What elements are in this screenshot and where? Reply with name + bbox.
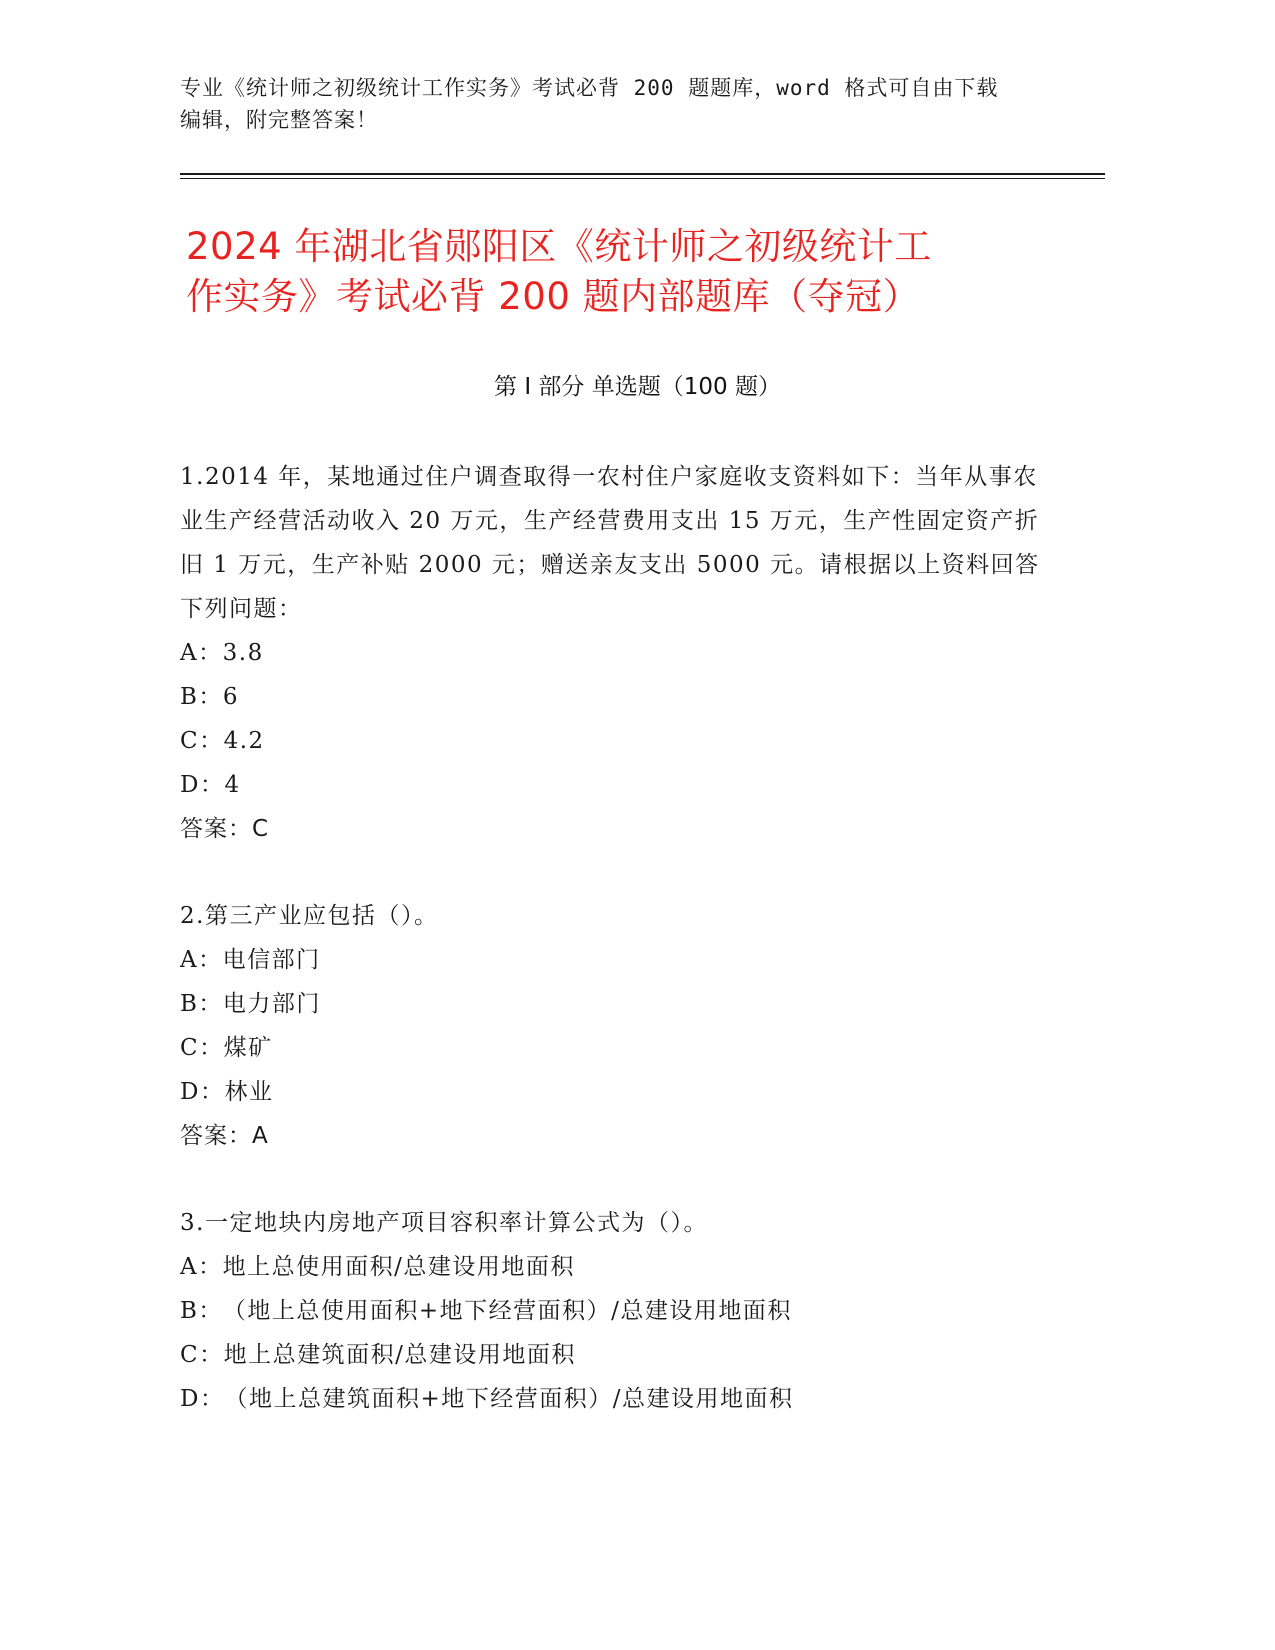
option-text: （地上总建筑面积+地下经营面积）/总建设用地面积 [224,1386,794,1412]
answer-line: 答案：C [180,816,270,842]
question-1 [180,455,1050,851]
option-text: 电力部门 [222,991,321,1017]
question-stem: 2.第三产业应包括（）。 [180,903,439,929]
option-b [180,1289,1050,1333]
document-title [186,222,1066,322]
option-letter: D： [180,1079,225,1105]
option-a [180,938,1050,982]
option-letter: C： [180,728,224,754]
option-letter: D： [180,1386,225,1412]
option-text: 地上总使用面积/总建设用地面积 [222,1254,575,1280]
option-letter: D： [180,772,225,798]
option-text: 3.8 [222,640,264,666]
option-text: 电信部门 [222,947,321,973]
header-rule-thick [180,173,1105,175]
header-rule-thin [180,178,1105,179]
option-letter: B： [180,684,223,710]
option-d [180,1377,1050,1421]
question-stem: 3.一定地块内房地产项目容积率计算公式为（）。 [180,1210,708,1236]
option-letter: C： [180,1342,224,1368]
option-letter: A： [180,1254,223,1280]
option-d [180,1070,1050,1114]
section-heading: 第 I 部分 单选题（100 题） [494,374,781,400]
option-text: 4 [224,772,241,798]
option-letter: B： [180,991,223,1017]
option-text: 4.2 [223,728,265,754]
question-2 [180,894,1050,1158]
option-letter: C： [180,1035,224,1061]
option-c [180,719,1050,763]
option-d [180,763,1050,807]
question-3 [180,1201,1050,1421]
option-letter: B： [180,1298,223,1324]
answer-line: 答案：A [180,1123,269,1149]
option-text: 煤矿 [223,1035,273,1061]
question-stem: 1.2014 年，某地通过住户调查取得一农村住户家庭收支资料如下：当年从事农业生产经营活动收入 20 万元，生产经营费用支出 15 万元，生产性固定资产折旧 1 万元，生产补贴 2000 元；赠送亲友支出 5000 元。请根据以上资料回答下列问题： [180,464,1040,622]
option-b [180,982,1050,1026]
option-c [180,1026,1050,1070]
option-a [180,1245,1050,1289]
option-c [180,1333,1050,1377]
option-text: 地上总建筑面积/总建设用地面积 [223,1342,576,1368]
option-b [180,675,1050,719]
header-note-line-2: 编辑，附完整答案！ [180,108,378,132]
option-text: 林业 [224,1079,274,1105]
document-title-line-2: 作实务》考试必背 200 题内部题库（夺冠） [186,275,921,318]
document-header-note [180,72,1060,136]
header-note-line-1: 专业《统计师之初级统计工作实务》考试必背 200 题题库，word 格式可自由下载 [180,76,999,100]
document-title-line-1: 2024 年湖北省郧阳区《统计师之初级统计工 [186,225,932,268]
option-text: （地上总使用面积+地下经营面积）/总建设用地面积 [222,1298,792,1324]
option-letter: A： [180,947,223,973]
option-text: 6 [222,684,240,710]
option-letter: A： [180,640,223,666]
option-a [180,631,1050,675]
question-list [180,455,1050,1464]
